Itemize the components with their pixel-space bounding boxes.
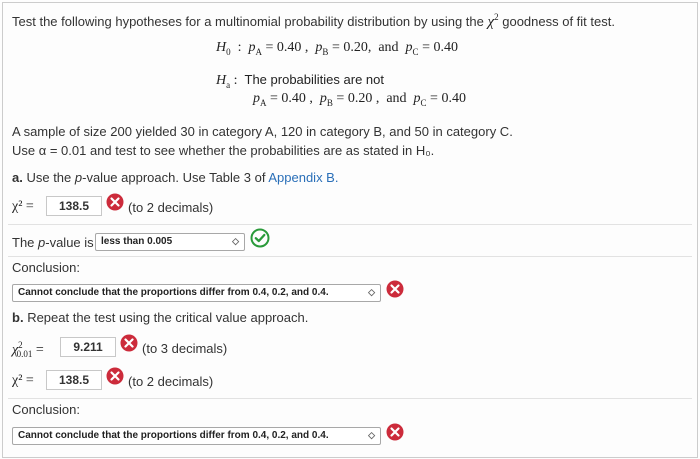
pvalue-select[interactable]: less than 0.005 ◇	[95, 233, 245, 251]
incorrect-x-icon	[106, 193, 124, 211]
critical-value-answer[interactable]: 9.211	[60, 337, 116, 357]
sample-text: A sample of size 200 yielded 30 in category A, 120 in category B, and 50 in category C.	[12, 124, 513, 139]
divider	[8, 398, 692, 399]
conclusion-label-a: Conclusion:	[12, 260, 80, 275]
question-frame	[2, 2, 698, 458]
appendix-link[interactable]: Appendix B.	[268, 170, 339, 185]
dropdown-arrow-icon: ◇	[232, 236, 239, 246]
chi-square-label-a: χ² =	[12, 199, 34, 214]
chi-square-answer-a[interactable]: 138.5	[46, 196, 102, 216]
part-a-label: a. Use the p-value approach. Use Table 3 of Appendix B.	[12, 170, 339, 185]
conclusion-select-a[interactable]: Cannot conclude that the proportions differ from 0.4, 0.2, and 0.4. ◇	[12, 284, 381, 302]
dropdown-arrow-icon: ◇	[368, 287, 375, 297]
chi-square-label-b: χ² =	[12, 373, 34, 388]
null-hypothesis: $H_0$ : $p_A = 0.40$ , $p_B = 0.20$, and $p_C = 0.40$	[216, 40, 458, 57]
alpha-text: Use α = 0.01 and test to see whether the probabilities are as stated in H₀.	[12, 143, 435, 158]
divider	[8, 256, 692, 257]
critical-chi-label: $\chi^2_{0.01}$ =	[12, 340, 44, 360]
incorrect-x-icon	[386, 423, 404, 441]
chi-square-answer-b[interactable]: 138.5	[46, 370, 102, 390]
incorrect-x-icon	[386, 280, 404, 298]
alternative-hypothesis-expr: $p_A = 0.40$ , $p_B = 0.20$ , and $p_C = 0.40$	[253, 91, 466, 108]
part-b-label: b. Repeat the test using the critical value approach.	[12, 310, 309, 325]
conclusion-label-b: Conclusion:	[12, 402, 80, 417]
alternative-hypothesis: $H_a$ : The probabilities are not	[216, 72, 384, 90]
divider	[8, 224, 692, 225]
pvalue-label: The p-value is	[12, 235, 94, 250]
chi-hint-b: (to 2 decimals)	[128, 374, 214, 389]
incorrect-x-icon	[106, 367, 124, 385]
critical-hint: (to 3 decimals)	[142, 341, 228, 356]
conclusion-select-b[interactable]: Cannot conclude that the proportions differ from 0.4, 0.2, and 0.4. ◇	[12, 427, 381, 445]
intro-text: Test the following hypotheses for a multinomial probability distribution by using the $\chi^2$ goodness of fit test.	[12, 12, 615, 30]
dropdown-arrow-icon: ◇	[368, 430, 375, 440]
chi-hint-a: (to 2 decimals)	[128, 200, 214, 215]
correct-check-icon	[250, 228, 270, 248]
incorrect-x-icon	[120, 334, 138, 352]
